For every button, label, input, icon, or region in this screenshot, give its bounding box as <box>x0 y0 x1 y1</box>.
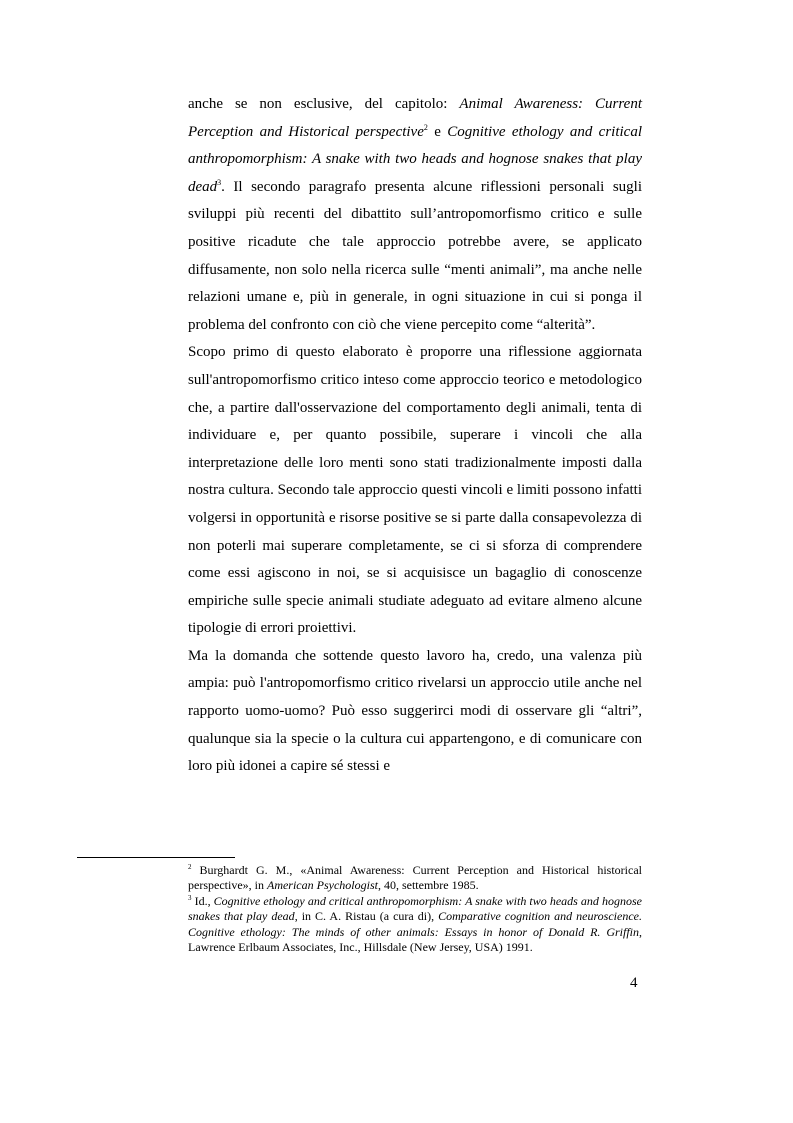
footnote-3 <box>188 894 642 956</box>
body-text <box>188 91 642 781</box>
footnote-ref-3[interactable]: 3 <box>217 177 222 187</box>
paragraph-1 <box>188 91 642 339</box>
chapter-title-1: Animal Awareness: Current Perception and Historical perspective <box>188 96 642 140</box>
footnote-2-number: 2 <box>188 863 192 871</box>
page-number: 4 <box>630 975 638 991</box>
footnote-3-number: 3 <box>188 893 192 902</box>
footnote-ref-2[interactable]: 2 <box>423 122 428 132</box>
paragraph-3: Ma la domanda che sottende questo lavoro ha, credo, una valenza più ampia: può l'antropomorfismo critico rivelarsi un approccio utile anche nel rapporto uomo-uomo? Può esso suggerirci modi di osservare gli “altri”, qualunque sia la specie o la cultura cui appartengono, e di comunicare con loro più idonei a capire sé stessi e <box>188 647 642 775</box>
footnote-2-text-1: Burghardt G. M., «Animal Awareness: Current Perception and Historical historical perspective», in <box>188 863 642 893</box>
footnotes <box>188 863 642 955</box>
paragraph-2: Scopo primo di questo elaborato è proporre una riflessione aggiornata sull'antropomorfismo critico inteso come approccio teorico e metodologico che, a partire dall'osservazione del comportamento degli animali, tenta di individuare e, per quanto possibile, superare i vincoli che alla interpretazione delle loro menti sono stati tradizionalmente imposti dalla nostra cultura. Secondo tale approccio questi vincoli e limiti possono infatti volgersi in opportunità e risorse positive se si parte dalla consapevolezza di non poterli mai superare completamente, se ci si sforza di comprendere come essi agiscono in noi, se si acquisisce un bagaglio di conoscenze empiriche sulle specie animali studiate adeguato ad evitare almeno alcune tipologie di errori proiettivi. <box>188 344 642 637</box>
p1-text-1: anche se non esclusive, del capitolo: <box>188 96 460 112</box>
footnote-3-book: Comparative cognition and neuroscience. Cognitive ethology: The minds of other animals: Essays in honor of Donald R. Griffin <box>188 909 642 939</box>
footnote-separator <box>77 857 235 858</box>
footnote-3-text-3: , Lawrence Erlbaum Associates, Inc., Hillsdale (New Jersey, USA) 1991. <box>188 924 642 955</box>
footnote-2-text-2: , 40, settembre 1985. <box>377 878 479 893</box>
footnote-2 <box>188 863 642 894</box>
chapter-title-2: Cognitive ethology and critical anthropomorphism: A snake with two heads and hognose snakes that play dead <box>188 123 642 195</box>
footnote-3-text-1: Id., <box>191 893 214 908</box>
p1-text-3: . Il secondo paragrafo presenta alcune riflessioni personali sugli sviluppi più recenti del dibattito sull’antropomorfismo critico e sulle positive ricadute che tale approccio potrebbe avere, se applicato diffusamente, non solo nella ricerca sulle “menti animali”, ma anche nelle relazioni umane e, più in generale, in ogni situazione in cui si ponga il problema del confronto con ciò che viene percepito come “alterità”. <box>188 178 642 333</box>
footnote-3-text-2: , in C. A. Ristau (a cura di), <box>294 909 439 924</box>
footnote-3-title: Cognitive ethology and critical anthropomorphism: A snake with two heads and hognose snakes that play dead <box>188 893 643 924</box>
footnote-2-journal: American Psychologist <box>266 878 378 893</box>
p1-text-2: e <box>427 123 448 140</box>
